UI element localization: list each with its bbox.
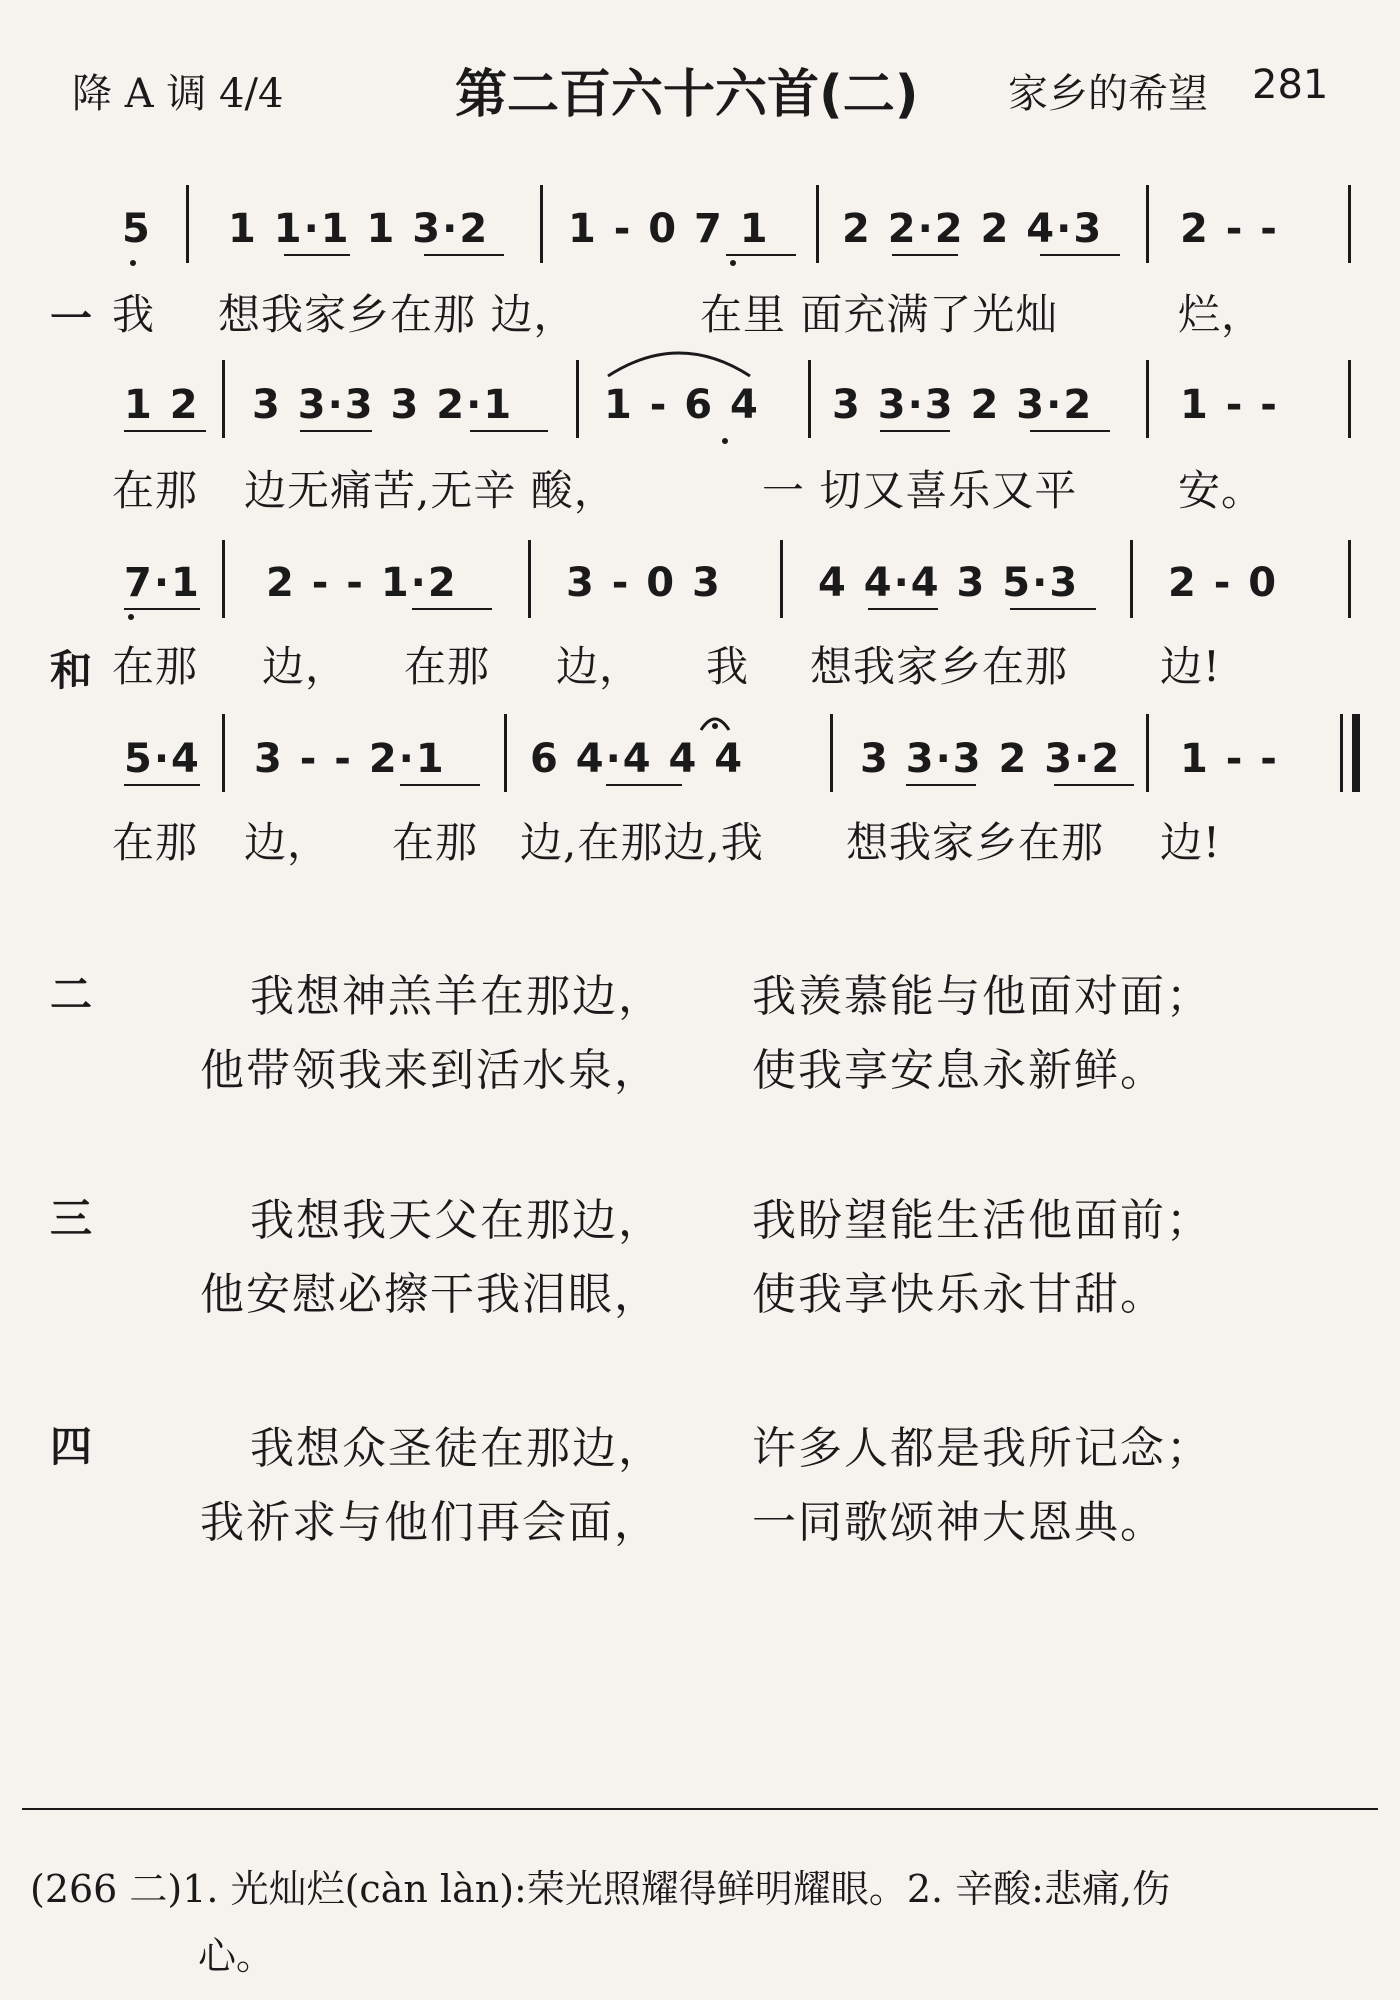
lyric: 边,在那边,我	[520, 818, 764, 867]
key-signature: 降 A 调 4/4	[72, 71, 284, 117]
final-barline-thick	[1352, 714, 1360, 792]
underline	[606, 784, 682, 786]
barline	[1146, 185, 1149, 263]
verse-number: 二	[50, 970, 93, 1019]
final-barline-thin	[1340, 714, 1343, 792]
measure-notes: 3 3·3 2 3·2	[860, 736, 1122, 782]
lyric: 烂，	[1178, 290, 1265, 339]
underline	[300, 430, 372, 432]
verse-text: 他带领我来到活水泉，	[200, 1045, 660, 1096]
lyric: 边，	[556, 642, 643, 691]
lyric: 边!	[1160, 642, 1221, 691]
measure-notes: 1 - -	[1180, 382, 1279, 428]
measure-notes: 3 - - 2·1	[254, 736, 446, 782]
lyric: 在里 面充满了光灿	[700, 290, 1059, 339]
barline	[186, 185, 189, 263]
underline	[470, 430, 548, 432]
lyric: 想我家乡在那	[810, 642, 1069, 691]
hymn-title: 第二百六十六首(二)	[455, 65, 919, 125]
underline	[1010, 608, 1096, 610]
barline	[222, 360, 225, 438]
verse-text: 一同歌颂神大恩典。	[752, 1497, 1166, 1548]
measure-notes: 1 - 6 4	[604, 382, 760, 428]
measure-notes: 7·1	[124, 560, 201, 606]
verse-text: 使我享快乐永甘甜。	[752, 1269, 1166, 1320]
footnote-divider	[22, 1808, 1378, 1810]
octave-dot	[128, 614, 134, 620]
measure-notes: 2 - - 1·2	[266, 560, 458, 606]
verse-text: 我羡慕能与他面对面；	[752, 971, 1212, 1022]
barline	[222, 540, 225, 618]
measure-notes: 5	[122, 206, 152, 252]
underline	[1054, 784, 1134, 786]
lyric: 我	[706, 642, 750, 691]
barline	[816, 185, 819, 263]
underline	[906, 784, 976, 786]
measure-notes: 5·4	[124, 736, 201, 782]
underline	[880, 430, 950, 432]
barline	[528, 540, 531, 618]
page-number: 281	[1252, 62, 1329, 108]
barline	[504, 714, 507, 792]
fermata-mark	[698, 706, 732, 734]
underline	[1040, 254, 1120, 256]
barline	[1130, 540, 1133, 618]
measure-notes: 4 4·4 3 5·3	[818, 560, 1080, 606]
underline	[124, 608, 200, 610]
verse-text: 我想众圣徒在那边，	[250, 1423, 664, 1474]
barline	[808, 360, 811, 438]
slur-mark	[604, 340, 754, 380]
measure-notes: 1 2	[124, 382, 200, 428]
measure-notes: 3 3·3 2 3·2	[832, 382, 1094, 428]
barline	[1348, 360, 1351, 438]
lyric: 在那	[392, 818, 479, 867]
underline	[284, 254, 350, 256]
verse-text: 他安慰必擦干我泪眼，	[200, 1269, 660, 1320]
lyric: 一 切又喜乐又平	[762, 466, 1078, 515]
verse-text: 我想神羔羊在那边，	[250, 971, 664, 1022]
measure-notes: 3 3·3 3 2·1	[252, 382, 514, 428]
lyric: 边无痛苦,无辛 酸，	[244, 466, 617, 515]
lyric: 在那	[404, 642, 491, 691]
underline	[400, 784, 480, 786]
lyric: 我	[112, 290, 156, 339]
measure-notes: 1 1·1 1 3·2	[228, 206, 490, 252]
lyric: 想我家乡在那	[846, 818, 1105, 867]
lyric: 边!	[1160, 818, 1221, 867]
octave-dot	[722, 438, 728, 444]
verse-number: 三	[50, 1194, 93, 1243]
octave-dot	[130, 260, 136, 266]
barline	[780, 540, 783, 618]
verse-text: 使我享安息永新鲜。	[752, 1045, 1166, 1096]
measure-notes: 1 - 0 7 1	[568, 206, 770, 252]
barline	[1348, 540, 1351, 618]
verse-text: 我盼望能生活他面前；	[752, 1195, 1212, 1246]
underline	[424, 254, 504, 256]
measure-notes: 6 4·4 4 4	[530, 736, 745, 782]
barline	[1348, 185, 1351, 263]
barline	[540, 185, 543, 263]
hymn-category: 家乡的希望	[1008, 71, 1208, 117]
barline	[576, 360, 579, 438]
measure-notes: 2 - -	[1180, 206, 1279, 252]
lyric: 在那	[112, 466, 199, 515]
footnote-line: 心。	[198, 1934, 275, 1978]
lyric: 边，	[262, 642, 349, 691]
underline	[892, 254, 958, 256]
verse-text: 我祈求与他们再会面，	[200, 1497, 660, 1548]
underline	[124, 430, 206, 432]
measure-notes: 2 2·2 2 4·3	[842, 206, 1104, 252]
underline	[124, 784, 200, 786]
verse-text: 我想我天父在那边，	[250, 1195, 664, 1246]
lyric: 安。	[1178, 466, 1265, 515]
chorus-label: 和	[50, 646, 93, 695]
barline	[830, 714, 833, 792]
lyric: 在那	[112, 818, 199, 867]
barline	[1146, 360, 1149, 438]
lyric: 想我家乡在那 边，	[218, 290, 577, 339]
verse-text: 许多人都是我所记念；	[752, 1423, 1212, 1474]
lyric: 边，	[244, 818, 331, 867]
underline	[726, 254, 796, 256]
barline	[222, 714, 225, 792]
verse-number: 四	[50, 1422, 93, 1471]
footnote-line: (266 二)1. 光灿烂(càn làn):荣光照耀得鲜明耀眼。2. 辛酸:悲痛,伤	[30, 1867, 1171, 1911]
underline	[868, 608, 938, 610]
underline	[1030, 430, 1110, 432]
measure-notes: 1 - -	[1180, 736, 1279, 782]
underline	[412, 608, 492, 610]
measure-notes: 2 - 0	[1168, 560, 1279, 606]
lyric: 在那	[112, 642, 199, 691]
barline	[1146, 714, 1149, 792]
octave-dot	[730, 260, 736, 266]
verse-label: 一	[50, 294, 93, 343]
measure-notes: 3 - 0 3	[566, 560, 722, 606]
